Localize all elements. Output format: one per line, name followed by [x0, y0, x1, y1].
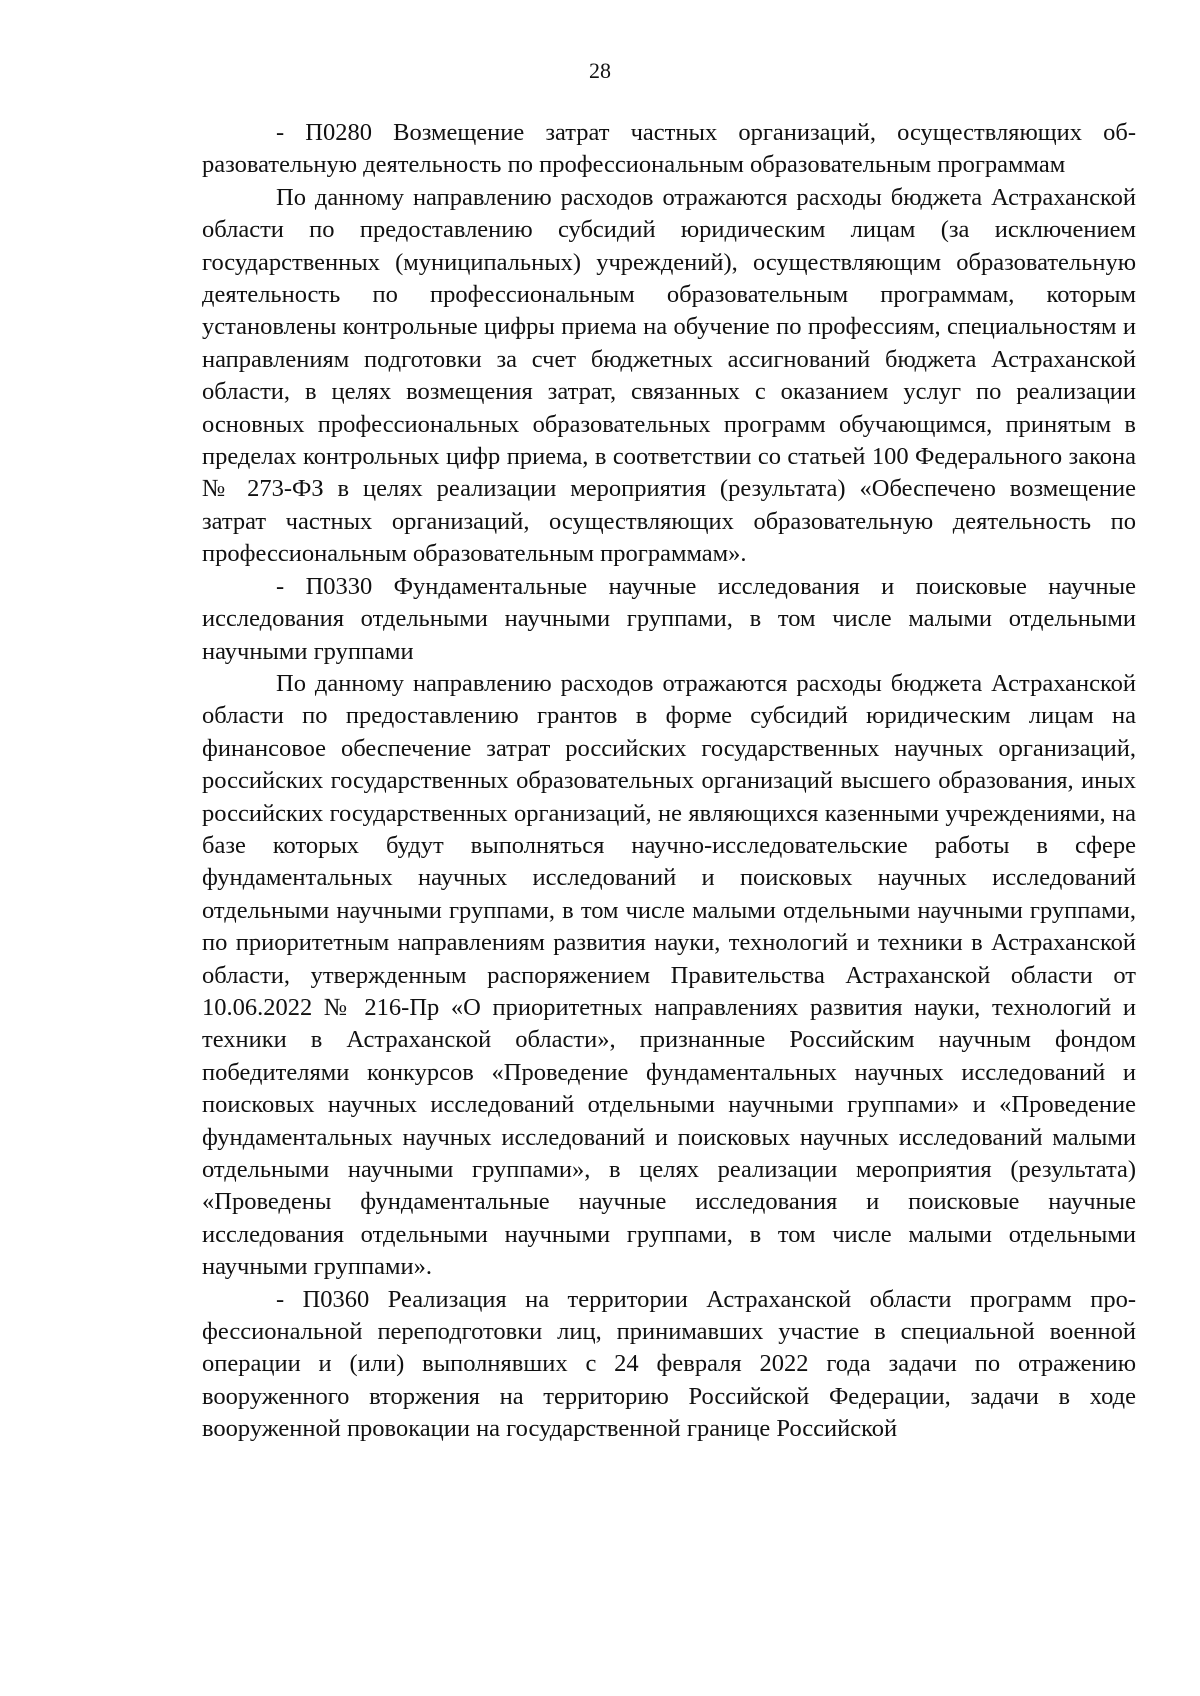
paragraph-p0280-heading: - П0280 Возмещение затрат частных организаций, осуществляющих образовательную деятельность по профессиональным образовательным программам: [202, 119, 1136, 179]
paragraph-p0330-description: По данному направлению расходов отражаются расходы бюджета Астраханской области по предоставлению грантов в форме субсидий юридическим лицам на финансовое обеспечение затрат российских государственных научных организаций, российских государственных образовательных организаций высшего образования, иных российских государственных организаций, не являющихся казенными учреждениями, на базе которых будут выполняться научно-исследовательские работы в сфере фундаментальных научных исследований и поисковых научных исследований отдельными научными группами, в том числе малыми отдельными научными группами, по приоритетным направлениям развития науки, технологий и техники в Астраханской области, утвержденным распоряжением Правительства Астраханской области от 10.06.2022 № 216-Пр «О приоритетных направлениях развития науки, технологий и техники в Астраханской области», признанные Российским научным фондом победителями конкурсов «Проведение фундаментальных научных исследований и поисковых научных исследований отдельными научными группами» и «Проведение фундаментальных научных исследований и поисковых научных исследований малыми отдельными научными группами», в целях реализации мероприятия (результата) «Проведены фундаментальные научные исследования и поисковые научные исследования отдельными научными группами, в том числе малыми отдельными научными группами».: [202, 669, 1136, 1281]
paragraph-p0360-heading: - П0360 Реализация на территории Астраханской области программ профессиональной переподготовки лиц, принимавших участие в специальной военной операции и (или) выполнявших с 24 февраля 2022 года задачи по отражению вооруженного вторжения на территорию Российской Федерации, задачи в ходе вооруженной провокации на государственной границе Российской: [202, 1285, 1136, 1443]
page-number: 28: [589, 58, 611, 83]
paragraph-p0280-description: По данному направлению расходов отражаются расходы бюджета Астраханской области по предоставлению субсидий юридическим лицам (за исключением государственных (муниципальных) учреждений), осуществляющим образовательную деятельность по профессиональным образовательным программам, которым установлены контрольные цифры приема на обучение по профессиям, специальностям и направлениям подготовки за счет бюджетных ассигнований бюджета Астраханской области, в целях возмещения затрат, связанных с оказанием услуг по реализации основных профессиональных образовательных программ обучающимся, принятым в пределах контрольных цифр приема, в соответствии со статьей 100 Федерального закона № 273-ФЗ в целях реализации мероприятия (результата) «Обеспечено возмещение затрат частных организаций, осуществляющих образовательную деятельность по профессиональным образовательным программам».: [202, 183, 1136, 568]
paragraph-p0330-heading: - П0330 Фундаментальные научные исследования и поисковые научные исследования отдельными научными группами, в том числе малыми отдельными научными группами: [202, 572, 1136, 665]
document-body: [202, 117, 1136, 1446]
